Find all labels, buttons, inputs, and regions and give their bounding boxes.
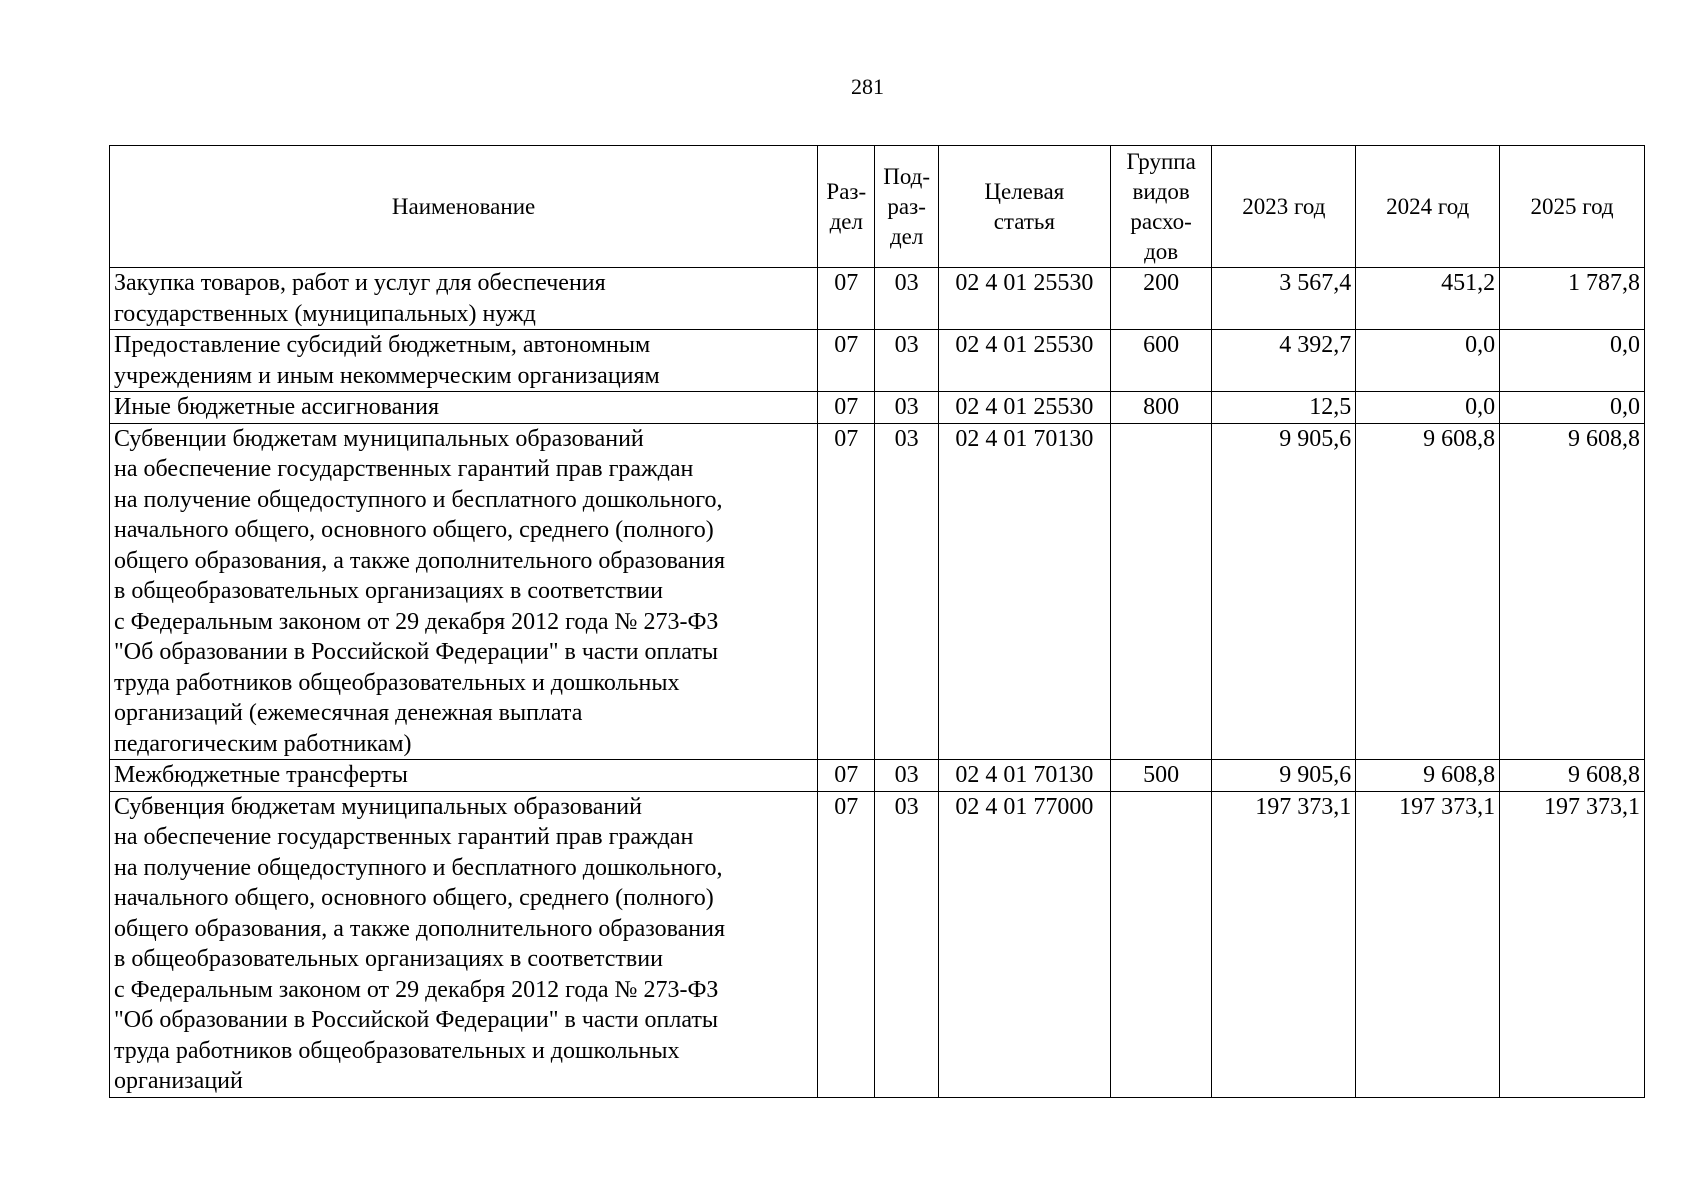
row-2025: 197 373,1 <box>1500 791 1645 1097</box>
row-2023: 3 567,4 <box>1212 268 1356 330</box>
row-2024: 197 373,1 <box>1356 791 1500 1097</box>
row-2023: 9 905,6 <box>1212 423 1356 760</box>
row-razdel: 07 <box>818 791 875 1097</box>
row-2024: 9 608,8 <box>1356 423 1500 760</box>
row-podrazdel: 03 <box>875 791 938 1097</box>
row-name: Субвенции бюджетам муниципальных образований на обеспечение государственных гарантий прав граждан на получение общедоступного и бесплатного дошкольного, начального общего, основного общего, среднего (полного) общего образования, а также дополнительного образования в общеобразовательных организациях в соответствии с Федеральным законом от 29 декабря 2012 года № 273-ФЗ "Об образовании в Российской Федерации" в части оплаты труда работников общеобразовательных и дошкольных организаций (ежемесячная денежная выплата педагогическим работникам) <box>110 423 818 760</box>
row-podrazdel: 03 <box>875 268 938 330</box>
row-2024: 451,2 <box>1356 268 1500 330</box>
row-name: Субвенция бюджетам муниципальных образований на обеспечение государственных гарантий прав граждан на получение общедоступного и бесплатного дошкольного, начального общего, основного общего, среднего (полного) общего образования, а также дополнительного образования в общеобразовательных организациях в соответствии с Федеральным законом от 29 декабря 2012 года № 273-ФЗ "Об образовании в Российской Федерации" в части оплаты труда работников общеобразовательных и дошкольных организаций <box>110 791 818 1097</box>
row-name: Межбюджетные трансферты <box>110 760 818 792</box>
table-row <box>110 791 1645 1097</box>
row-razdel: 07 <box>818 330 875 392</box>
row-2025: 9 608,8 <box>1500 760 1645 792</box>
row-2023: 197 373,1 <box>1212 791 1356 1097</box>
row-group <box>1110 791 1212 1097</box>
table-row <box>110 392 1645 424</box>
row-group: 500 <box>1110 760 1212 792</box>
row-target: 02 4 01 70130 <box>938 423 1110 760</box>
row-target: 02 4 01 25530 <box>938 392 1110 424</box>
row-2023: 12,5 <box>1212 392 1356 424</box>
row-2025: 1 787,8 <box>1500 268 1645 330</box>
row-group: 200 <box>1110 268 1212 330</box>
table-row <box>110 760 1645 792</box>
header-2024: 2024 год <box>1356 146 1500 268</box>
header-row <box>110 146 1645 268</box>
header-podrazdel: Под- раз- дел <box>875 146 938 268</box>
row-target: 02 4 01 77000 <box>938 791 1110 1097</box>
header-2023: 2023 год <box>1212 146 1356 268</box>
row-podrazdel: 03 <box>875 423 938 760</box>
table-row <box>110 330 1645 392</box>
header-2025: 2025 год <box>1500 146 1645 268</box>
row-razdel: 07 <box>818 760 875 792</box>
row-podrazdel: 03 <box>875 392 938 424</box>
table-row <box>110 423 1645 760</box>
row-podrazdel: 03 <box>875 330 938 392</box>
row-group: 800 <box>1110 392 1212 424</box>
row-2025: 0,0 <box>1500 330 1645 392</box>
header-target: Целевая статья <box>938 146 1110 268</box>
page-number: 281 <box>851 74 884 99</box>
row-2024: 0,0 <box>1356 330 1500 392</box>
table-row <box>110 268 1645 330</box>
row-group <box>1110 423 1212 760</box>
row-group: 600 <box>1110 330 1212 392</box>
row-2024: 0,0 <box>1356 392 1500 424</box>
row-2023: 4 392,7 <box>1212 330 1356 392</box>
row-razdel: 07 <box>818 423 875 760</box>
row-2025: 0,0 <box>1500 392 1645 424</box>
header-razdel: Раз- дел <box>818 146 875 268</box>
row-target: 02 4 01 70130 <box>938 760 1110 792</box>
row-name: Предоставление субсидий бюджетным, автономным учреждениям и иным некоммерческим организациям <box>110 330 818 392</box>
header-name: Наименование <box>110 146 818 268</box>
header-group: Группа видов расхо- дов <box>1110 146 1212 268</box>
row-target: 02 4 01 25530 <box>938 330 1110 392</box>
row-name: Закупка товаров, работ и услуг для обеспечения государственных (муниципальных) нужд <box>110 268 818 330</box>
row-2025: 9 608,8 <box>1500 423 1645 760</box>
budget-table <box>109 145 1645 1098</box>
row-razdel: 07 <box>818 268 875 330</box>
row-name: Иные бюджетные ассигнования <box>110 392 818 424</box>
row-2024: 9 608,8 <box>1356 760 1500 792</box>
row-podrazdel: 03 <box>875 760 938 792</box>
row-target: 02 4 01 25530 <box>938 268 1110 330</box>
row-2023: 9 905,6 <box>1212 760 1356 792</box>
row-razdel: 07 <box>818 392 875 424</box>
